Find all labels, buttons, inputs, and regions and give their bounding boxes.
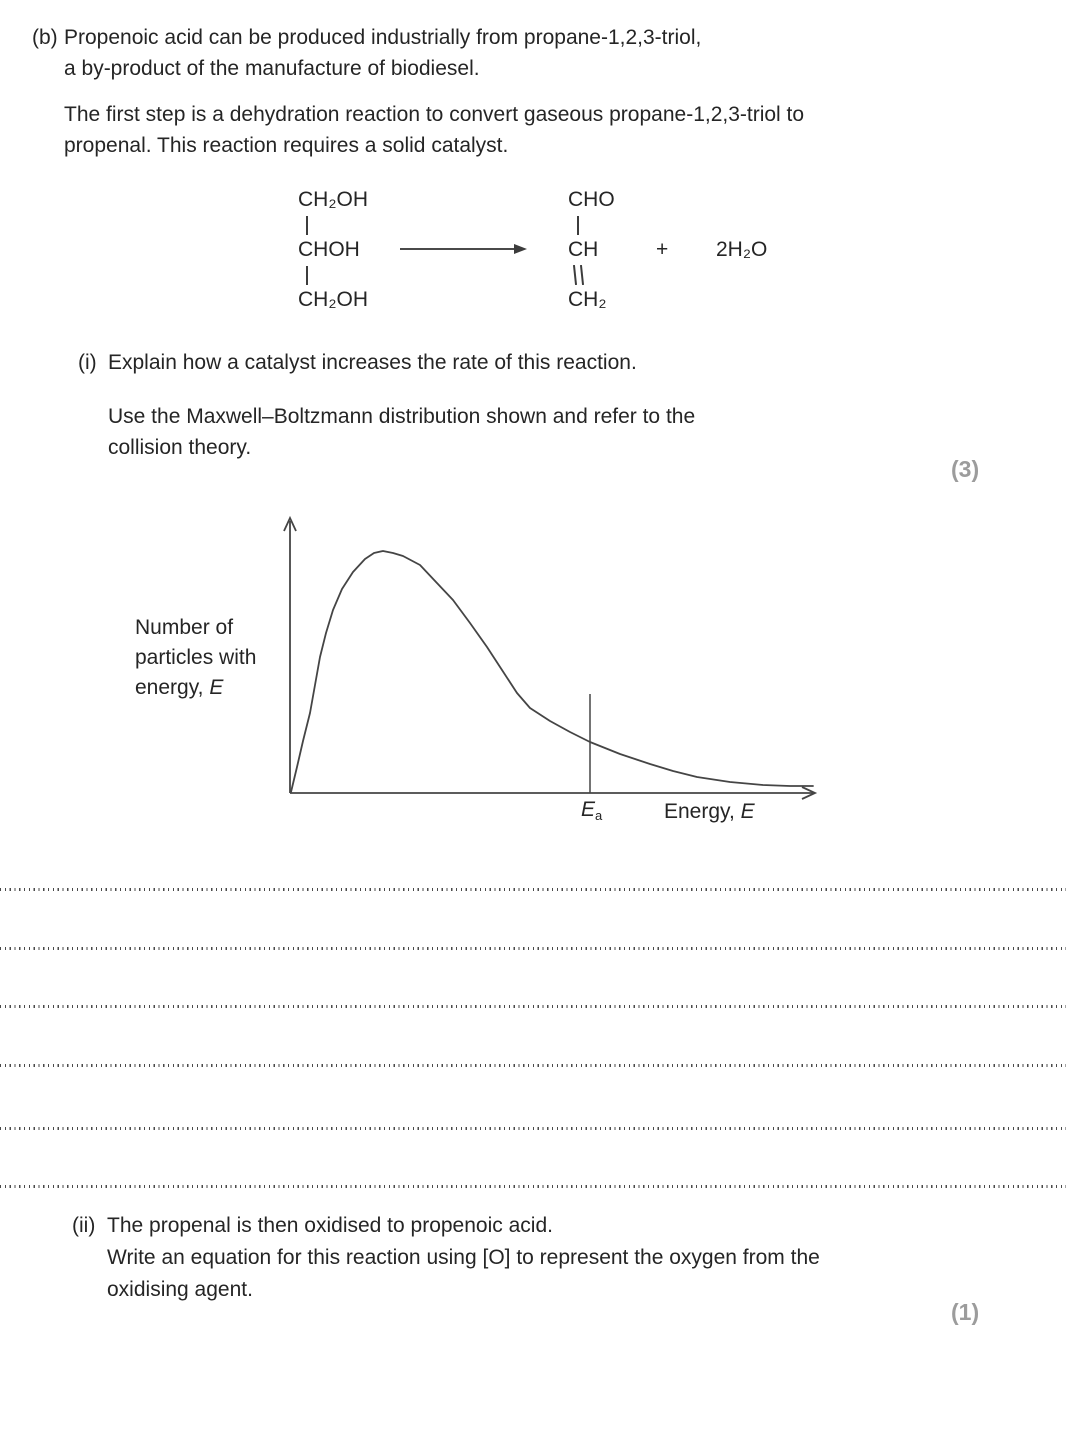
text-line: propenal. This reaction requires a solid catalyst. [64, 134, 509, 157]
text-line: Number of [135, 616, 234, 639]
text-line: oxidising agent. [107, 1278, 253, 1301]
y-label-text: energy, [135, 676, 210, 699]
ea-symbol: E [581, 798, 596, 821]
water-term: 2H₂O [716, 238, 768, 261]
reaction-arrow-shaft [400, 248, 516, 250]
answer-line [0, 947, 1066, 950]
answer-line [0, 1127, 1066, 1130]
question-b-para1 [64, 22, 701, 84]
part-i-question: Explain how a catalyst increases the rate of this reaction. [108, 351, 637, 374]
part-ii-question [107, 1210, 820, 1306]
activation-energy-label [581, 797, 602, 829]
product-group-top: CHO [568, 188, 615, 211]
x-label-symbol: E [740, 800, 755, 823]
part-ii-label: (ii) [72, 1214, 96, 1237]
text-line: a by-product of the manufacture of biodiesel. [64, 57, 480, 80]
answer-line [0, 1064, 1066, 1067]
part-i-instruction [108, 401, 695, 463]
y-label-symbol: E [209, 676, 224, 699]
answer-line [0, 1005, 1066, 1008]
x-label-text: Energy, [664, 800, 741, 823]
text-line: collision theory. [108, 436, 252, 459]
text-line: The propenal is then oxidised to propenoic acid. [107, 1214, 553, 1237]
reaction-arrow-head [514, 244, 527, 254]
maxwell-boltzmann-curve [291, 551, 813, 792]
text-line: particles with [135, 646, 257, 669]
maxwell-boltzmann-graph [270, 505, 830, 805]
answer-line [0, 888, 1066, 891]
single-bond [577, 216, 579, 235]
question-b-para2 [64, 99, 804, 161]
text-line: Use the Maxwell–Boltzmann distribution shown and refer to the [108, 405, 696, 428]
reactant-group-top: CH₂OH [298, 188, 368, 211]
text-line: Propenoic acid can be produced industrially from propane-1,2,3-triol, [64, 26, 702, 49]
question-b-label: (b) [32, 26, 58, 49]
single-bond [306, 266, 308, 285]
marks-badge-1: (1) [951, 1299, 980, 1325]
text-line [135, 673, 256, 703]
double-bond-line [580, 265, 584, 285]
part-i-label: (i) [78, 351, 97, 374]
product-group-bottom: CH₂ [568, 288, 607, 311]
double-bond-line [573, 265, 577, 285]
graph-x-axis-label [664, 799, 755, 825]
single-bond [306, 216, 308, 235]
text-line: The first step is a dehydration reaction to convert gaseous propane-1,2,3-triol to [64, 103, 805, 126]
answer-line [0, 1185, 1066, 1188]
text-line: Write an equation for this reaction using [O] to represent the oxygen from the [107, 1246, 820, 1269]
graph-y-axis-label [135, 613, 256, 703]
reactant-group-middle: CHOH [298, 238, 360, 261]
marks-badge-3: (3) [951, 456, 980, 482]
reactant-group-bottom: CH₂OH [298, 288, 368, 311]
plus-sign: + [656, 238, 669, 261]
product-group-middle: CH [568, 238, 599, 261]
ea-subscript: a [595, 808, 603, 823]
